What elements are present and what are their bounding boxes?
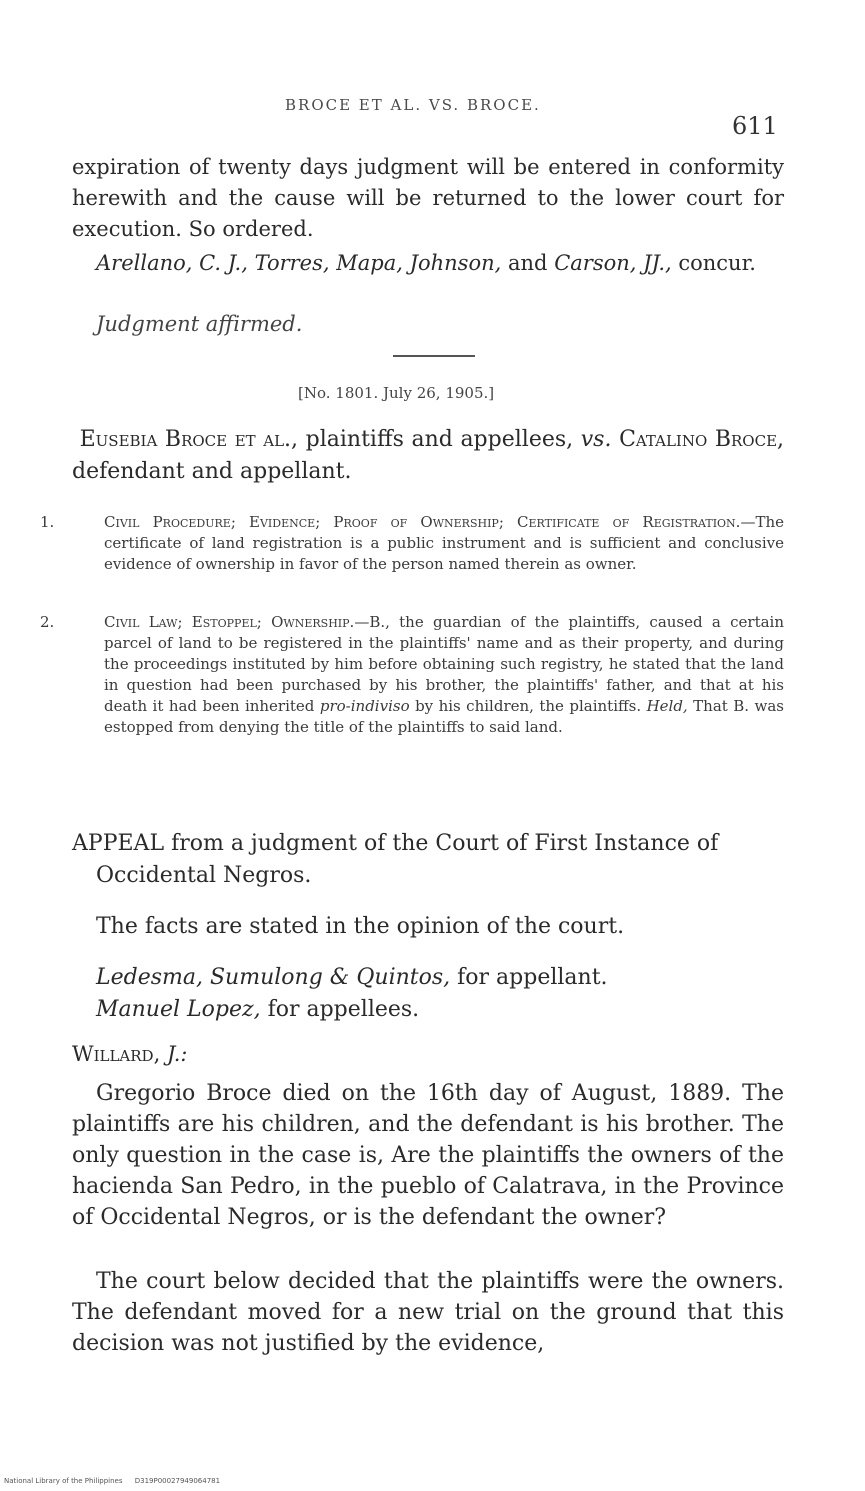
case-title — [72, 424, 784, 488]
syllabus-italic-phrase: pro-indiviso — [319, 697, 410, 715]
concur-and: and — [508, 251, 548, 275]
opinion-paragraph — [72, 1078, 784, 1233]
running-head: BROCE ET AL. VS. BROCE. — [285, 96, 541, 114]
syllabus-text: —B., the guardian of the plaintiffs, caused a certain parcel of land to be registered in the plaintiffs' name and as their property, and during the proceedings instituted by him before obtaining such registry, he stated that the land in question had been purchased by his brother, the plaintiffs' father, and that at his death it had been inherited — [104, 613, 784, 715]
defendant-name: Catalino Broce, — [619, 427, 785, 452]
counsel-role: for appellees. — [267, 997, 420, 1022]
judge-suffix: J.: — [166, 1042, 188, 1066]
appeal-lead: APPEAL — [72, 831, 165, 856]
counsel-name: Ledesma, Sumulong & Quintos, — [96, 965, 451, 990]
counsel-line — [96, 962, 608, 994]
syllabus-heading: Civil Procedure; Evidence; Proof of Ownership; Certificate of Registration. — [104, 513, 741, 531]
counsel-role: for appellant. — [457, 965, 608, 990]
counsel-name: Manuel Lopez, — [96, 997, 261, 1022]
counsel-line — [96, 994, 608, 1026]
continuation-paragraph — [72, 152, 784, 245]
opinion-text: Gregorio Broce died on the 16th day of August, 1889. The plaintiffs are his children, and the defendant is his brother. The only question in the case is, Are the plaintiffs the owners of the hacienda San Pedro, in the pueblo of Calatrava, in the Province of Occidental Negros, or is the defendant the owner? — [72, 1081, 784, 1230]
held-label: Held, — [646, 697, 688, 715]
syllabus-text-after: by his children, the plaintiffs. — [415, 697, 642, 715]
syllabus-heading: Civil Law; Estoppel; Ownership. — [104, 613, 355, 631]
plaintiff-role: plaintiffs and appellees, — [305, 427, 574, 452]
appeal-text: from a judgment of the Court of First Instance of Occidental Negros. — [96, 831, 719, 888]
opinion-paragraph — [72, 1266, 784, 1359]
counsel-block — [96, 962, 608, 1026]
syllabus-number: 2. — [40, 613, 55, 631]
section-divider — [393, 355, 475, 357]
library-name: National Library of the Philippines — [4, 1477, 123, 1485]
concurrence-line — [72, 248, 784, 279]
scan-footer — [4, 1477, 220, 1485]
continuation-text: expiration of twenty days judgment will be entered in conformity herewith and the cause will be returned to the lower court for execution. So ordered. — [72, 155, 784, 241]
syllabus-text: —The certificate of land registration is a public instrument and is sufficient and conclusive evidence of ownership in favor of the person named therein as owner. — [104, 513, 784, 573]
opinion-text: The court below decided that the plaintiffs were the owners. The defendant moved for a new trial on the ground that this decision was not justified by the evidence, — [72, 1269, 784, 1356]
scan-code: D319P00027949064781 — [134, 1477, 221, 1485]
syllabus-item — [40, 512, 784, 575]
facts-statement: The facts are stated in the opinion of the court. — [96, 914, 625, 939]
disposition: Judgment affirmed. — [96, 312, 303, 336]
concurring-last-justice: Carson, JJ., — [554, 251, 672, 275]
judge-line — [72, 1042, 188, 1066]
appeal-statement — [72, 828, 784, 892]
held-text: That B. was estopped from denying the title of the plaintiffs to said land. — [104, 697, 784, 736]
page-number: 611 — [732, 112, 778, 140]
concur-word: concur. — [678, 251, 756, 275]
defendant-role: defendant and appellant. — [72, 459, 352, 484]
judge-name: Willard, — [72, 1042, 161, 1066]
plaintiff-name: Eusebia Broce et al., — [79, 427, 299, 452]
syllabus-number: 1. — [40, 513, 55, 531]
case-number-line: [No. 1801. July 26, 1905.] — [298, 384, 495, 402]
syllabus-item — [40, 612, 784, 738]
versus: vs. — [580, 427, 612, 452]
concurring-justices: Arellano, C. J., Torres, Mapa, Johnson, — [96, 251, 502, 275]
